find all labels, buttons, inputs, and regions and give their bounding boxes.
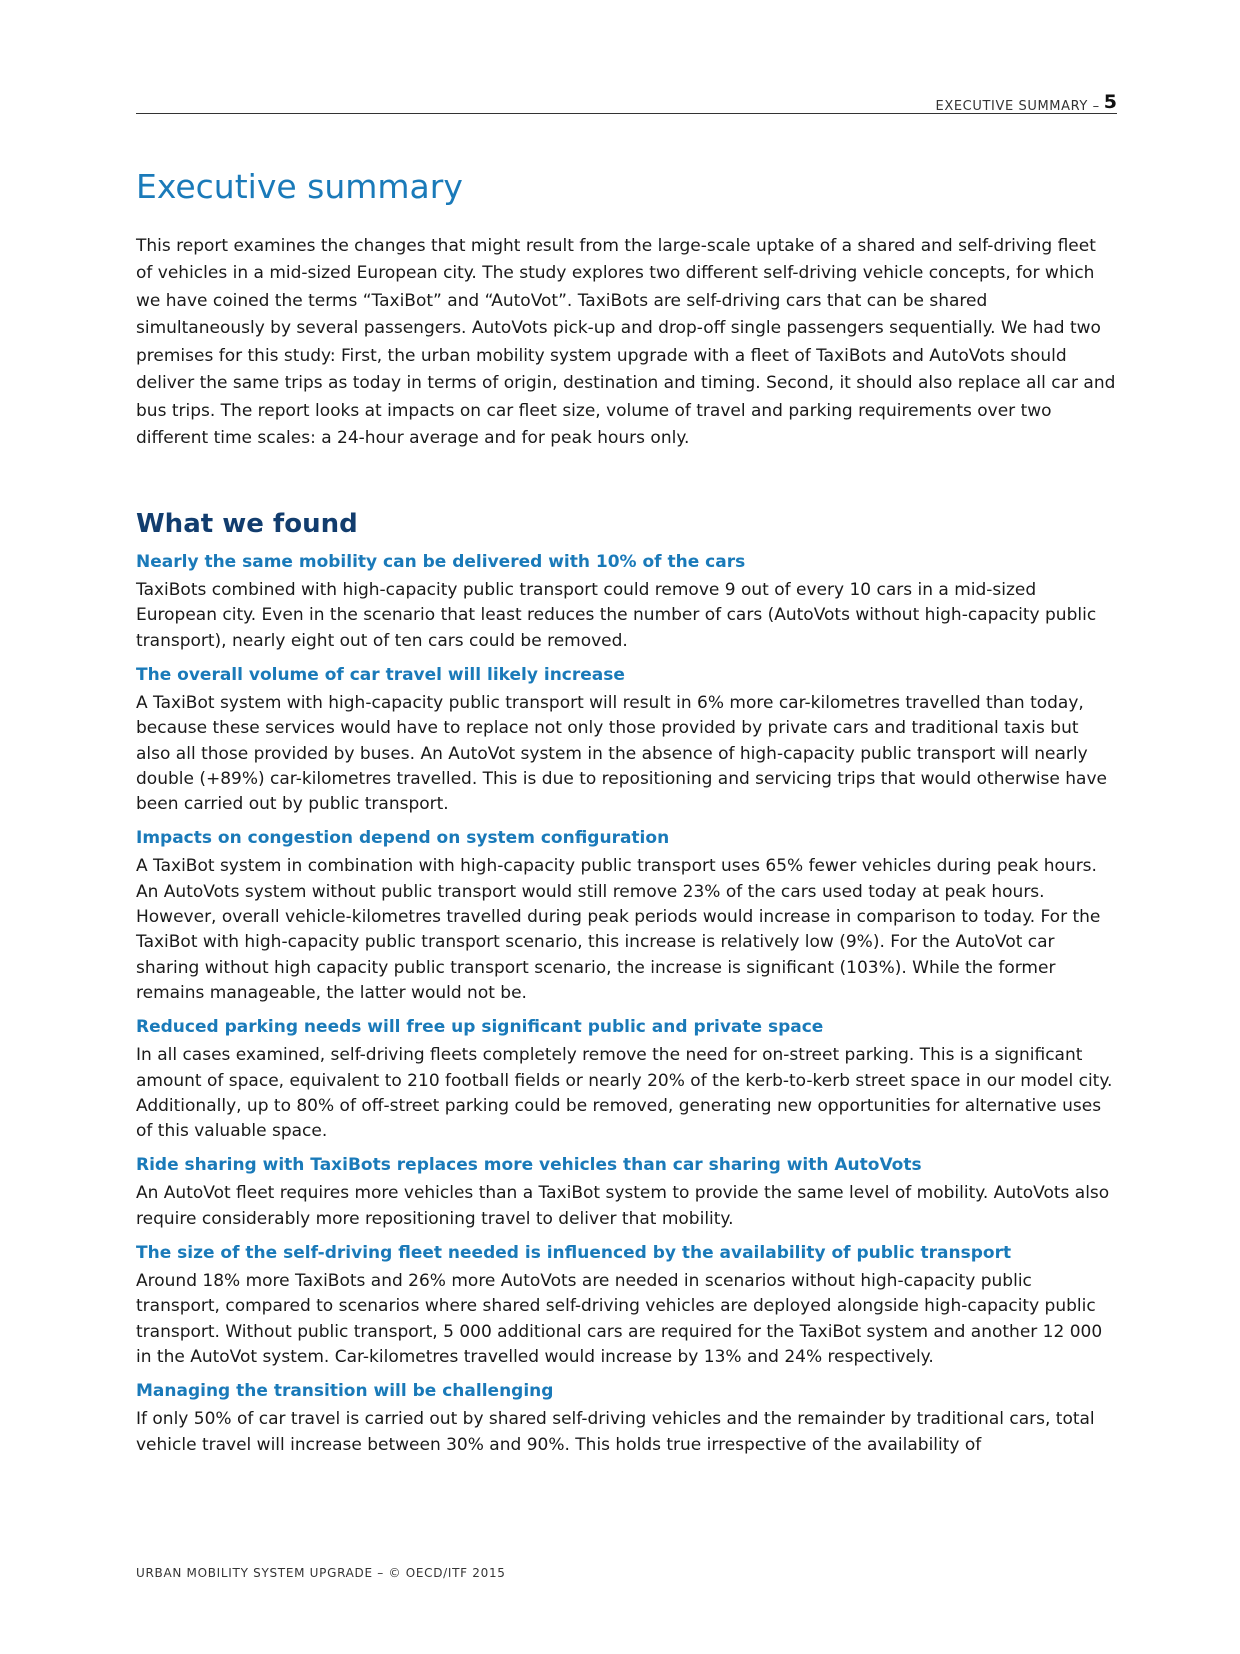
finding-1 (136, 550, 1117, 654)
page-title: Executive summary (136, 167, 463, 206)
finding-heading: The size of the self-driving fleet needed is influenced by the availability of public transport (136, 1243, 1012, 1264)
page-number: 5 (1103, 91, 1117, 113)
finding-heading: The overall volume of car travel will likely increase (136, 664, 625, 685)
running-header-title: EXECUTIVE SUMMARY – (935, 99, 1100, 114)
finding-text: If only 50% of car travel is carried out by shared self-driving vehicles and the remainder by traditional cars, total vehicle travel will increase between 30% and 90%. This holds true irrespective of the availability of (136, 1409, 1095, 1455)
finding-text: An AutoVot fleet requires more vehicles than a TaxiBot system to provide the same level of mobility. AutoVots also require considerably more repositioning travel to deliver that mobility. (136, 1183, 1110, 1229)
finding-text: TaxiBots combined with high-capacity public transport could remove 9 out of every 10 cars in a mid-sized European city. Even in the scenario that least reduces the number of cars (AutoVots without high-capacity public transport), nearly eight out of ten cars could be removed. (136, 580, 1097, 651)
finding-6 (136, 1241, 1117, 1370)
page-content (136, 166, 1117, 1467)
page-footer: URBAN MOBILITY SYSTEM UPGRADE – © OECD/ITF 2015 (136, 1566, 506, 1580)
finding-text: Around 18% more TaxiBots and 26% more AutoVots are needed in scenarios without high-capacity public transport, compared to scenarios where shared self-driving vehicles are deployed alongside high-capacity public transport. Without public transport, 5 000 additional cars are required for the TaxiBot system and another 12 000 in the AutoVot system. Car-kilometres travelled would increase by 13% and 24% respectively. (136, 1271, 1103, 1367)
finding-text: A TaxiBot system in combination with high-capacity public transport uses 65% fewer vehicles during peak hours. An AutoVots system without public transport would still remove 23% of the cars used today at peak hours. However, overall vehicle-kilometres travelled during peak periods would increase in comparison to today. For the TaxiBot with high-capacity public transport scenario, this increase is relatively low (9%). For the AutoVot car sharing without high capacity public transport scenario, the increase is significant (103%). While the former remains manageable, the latter would not be. (136, 856, 1101, 1003)
finding-3 (136, 826, 1117, 1006)
finding-heading: Reduced parking needs will free up significant public and private space (136, 1017, 824, 1038)
finding-heading: Ride sharing with TaxiBots replaces more vehicles than car sharing with AutoVots (136, 1155, 922, 1176)
running-header (136, 80, 1117, 114)
finding-heading: Managing the transition will be challenging (136, 1381, 554, 1402)
finding-4 (136, 1015, 1117, 1144)
finding-7 (136, 1379, 1117, 1458)
section-heading: What we found (136, 508, 358, 539)
finding-5 (136, 1153, 1117, 1232)
finding-2 (136, 663, 1117, 817)
finding-heading: Impacts on congestion depend on system configuration (136, 828, 670, 849)
finding-text: A TaxiBot system with high-capacity public transport will result in 6% more car-kilometres travelled than today, because these services would have to replace not only those provided by private cars and traditional taxis but also all those provided by buses. An AutoVot system in the absence of high-capacity public transport will nearly double (+89%) car-kilometres travelled. This is due to repositioning and servicing trips that would otherwise have been carried out by public transport. (136, 692, 1107, 815)
finding-heading: Nearly the same mobility can be delivered with 10% of the cars (136, 552, 746, 573)
finding-text: In all cases examined, self-driving fleets completely remove the need for on-street parking. This is a significant amount of space, equivalent to 210 football fields or nearly 20% of the kerb-to-kerb street space in our model city. Additionally, up to 80% of off-street parking could be removed, generating new opportunities for alternative uses of this valuable space. (136, 1045, 1113, 1142)
intro-paragraph: This report examines the changes that might result from the large-scale uptake of a shared and self-driving fleet of vehicles in a mid-sized European city. The study explores two different self-driving vehicle concepts, for which we have coined the terms “TaxiBot” and “AutoVot”. TaxiBots are self-driving cars that can be shared simultaneously by several passengers. AutoVots pick-up and drop-off single passengers sequentially. We had two premises for this study: First, the urban mobility system upgrade with a fleet of TaxiBots and AutoVots should deliver the same trips as today in terms of origin, destination and timing. Second, it should also replace all car and bus trips. The report looks at impacts on car fleet size, volume of travel and parking requirements over two different time scales: a 24-hour average and for peak hours only. (136, 235, 1116, 449)
